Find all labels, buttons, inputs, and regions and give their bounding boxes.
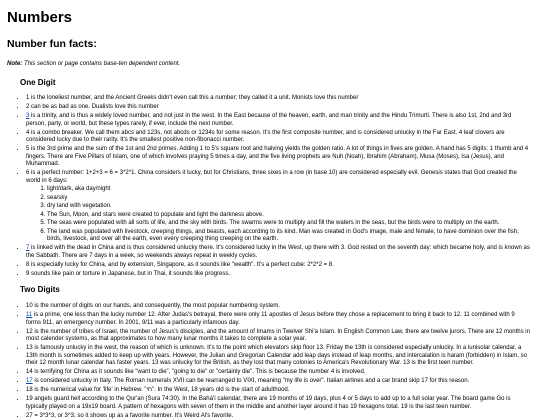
- fact-text: 18 is the numerical value for 'life' in Hebrew. "חי". In the West, 18 years old is the start of adulthood.: [26, 387, 290, 394]
- creation-day-item: 4. The Sun, Moon, and stars were created to populate and light the darkness above.: [47, 212, 530, 220]
- fact-text: 1 is the loneliest number, and the Ancient Greeks didn't even call this a number; they called it a unit. Monists love this number: [26, 95, 359, 102]
- fact-text: 10 is the number of digits on our hands, and consequently, the most popular numbering system.: [26, 303, 281, 310]
- two-digits-list: [7, 303, 534, 420]
- fact-item: [26, 387, 534, 395]
- fact-text: 4 is a combo breaker. We call them abcs and 123s, not abcds or 1234s for some reason. It's the first composite number, and is considered unlucky in the Far East. 4 leaf clovers are considered lucky due to their rarity. It's the smallest positive non-fibonacci number.: [26, 129, 505, 144]
- fact-text: is considered unlucky in Italy. The Roman numerals XVII can be rearranged to VIXI, meaning "my life is over". Italian airlines and a car brand skip 17 for this reason.: [32, 378, 470, 385]
- fact-item: [26, 396, 534, 411]
- fact-item: [26, 312, 534, 327]
- fact-text: is a prime, one less than the lucky number 12. After Judas's betrayal, there were only 11 apostles of Jesus before they chose a replacement to bring it back to 12. 11 combined with 9 forms 911, an emergency number. In 2001, 9/11 was a particularly infamous day.: [26, 312, 515, 326]
- fact-text: 14 is terrifying for China as it sounds like "want to die", "going to die" or "certainly die". This is because the number 4 is involved.: [26, 369, 366, 376]
- number-link[interactable]: 11: [26, 312, 33, 319]
- fact-item: [26, 170, 534, 244]
- fact-text: 12 is the number of tribes of Israel, the number of Jesus's disciples, and the amount of Imams in Twelver Shi'a Islam. In English Common Law, there are twelve jurors. There are 12 months in most calender systems, as that approximates to how many lunar months it takes to complete a solar year.: [26, 328, 530, 343]
- fact-text: 27 = 3*3*3, or 3^3, so it shows up as a favorite number. It's Weird Al's favorite.: [26, 412, 234, 419]
- fact-item: [26, 113, 534, 128]
- fact-item: [26, 271, 534, 279]
- note-label: Note:: [7, 61, 23, 68]
- fact-text: 9 sounds like pain or torture in Japanese, but in Thai, it sounds like progress.: [26, 270, 231, 277]
- creation-day-item: 6. The land was populated with livestock, creeping things, and beasts, each according to its kind. Man was created in God's image, male and female, to have dominion over the fish, birds, livestock, and over all the earth, even every creeping thing creeping on the earth.: [47, 229, 530, 244]
- fact-text: 5 is the 3rd prime and the sum of the 1st and 2nd primes. Adding 1 to 5's square root and halving yields the golden ratio. A lot of things in fives are golden. A hand has 5 digits: 1 thumb and 4 fingers. There are Five Pillars of Islam, one of which involves praying 5 times a day, and the five living prophets are Nuh (Noah), Ibrahim (Abraham), Musa (Moses), Isa (Jesus), and Muhammad.: [26, 146, 529, 168]
- fact-item: [26, 95, 534, 103]
- fact-item: [26, 262, 534, 270]
- number-link[interactable]: 17: [26, 378, 33, 385]
- fact-item: [26, 345, 534, 368]
- creation-day-item: 2. sea/sky: [47, 195, 530, 203]
- fact-item: [26, 104, 534, 112]
- fact-item: [26, 329, 534, 344]
- fact-item: [26, 146, 534, 169]
- two-digits-heading: Two Digits: [20, 285, 60, 295]
- creation-days-list: [26, 186, 530, 244]
- fact-item: [26, 378, 534, 386]
- one-digit-heading: One Digit: [20, 77, 56, 87]
- section-heading: Number fun facts:: [7, 37, 97, 50]
- number-link[interactable]: 3: [26, 113, 30, 120]
- fact-item: [26, 303, 534, 311]
- creation-day-item: 5. The seas were populated with all sorts of life, and the sky with birds. The swarms were to multiply and fill the waters in the seas, but the birds were to multiply on the earth.: [47, 220, 530, 228]
- fact-text: is linked with the dead in China and is thus considered unlucky there. It's considered lucky in the West, up there with 3. God rested on the seventh day: which became holy, and is known as the Sabbath. There are 7 days in a week, so weekends always repeat in weekly cycles.: [26, 245, 530, 259]
- note-text: This section or page contains base-ten dependent content.: [24, 61, 181, 68]
- fact-text: is a trinity, and is thus a widely loved number, and not just in the west. In the East because of the heaven, earth, and man trinity and the Hindu Trimurti. There is also 1st, 2nd and 3rd person, party, or world, but these types rarely, if ever, include the next number.: [26, 113, 512, 127]
- fact-text: 19 angels guard hell according to the Qur'an (Sura 74:30). In the Bahá'í calendar, there are 19 months of 19 days, plus 4 or 5 days to add up to a full solar year. The board game Go is typically played on a 19x19 board. A pattern of hexagons with seven of them in the middle and another layer around it has 19 hexagons total. 19 is the last teen number.: [26, 396, 511, 410]
- creation-day-item: 1. light/dark, aka day/night: [47, 186, 530, 194]
- base-ten-note: [7, 61, 534, 69]
- fact-text: 6 is a perfect number: 1+2+3 = 6 = 3*2*1. China considers it lucky, but for Christians, three sixes in a row (in base 10) are considered especially evil. Genesis states that God created the world in 6 days:: [26, 170, 517, 184]
- fact-text: 8 is especially lucky for China, and by extension, Singapore, as it sounds like "wealth". It's a perfect cube: 2*2*2 = 8.: [26, 261, 334, 268]
- fact-item: [26, 245, 534, 260]
- fact-item: [26, 130, 534, 145]
- fact-text: 13 is famously unlucky in the west, the reason of which is unknown. It's to the point which elevators skip floor 13. Friday the 13th is considered especially unlucky. In a lunisolar calendar, a 13th month is sometimes added to keep up with years. However, the Julian and Gregorian Calendar add leap days instead of leap months, and intercalation is haram (forbidden) in Islam, so their 12 month lunar calendar has faster years. 13 was unlucky for the British, as they lost that many colonies to America's Revolutionary War. 13 is the first teen number.: [26, 345, 527, 367]
- page-title: Numbers: [7, 9, 73, 26]
- fact-text: 2 can be as bad as one. Dualists love this number: [26, 104, 159, 111]
- fact-item: [26, 413, 534, 420]
- number-link[interactable]: 7: [26, 245, 30, 252]
- fact-item: [26, 369, 534, 377]
- creation-day-item: 3. dry land with vegetation.: [47, 203, 530, 211]
- one-digit-list: [7, 95, 534, 278]
